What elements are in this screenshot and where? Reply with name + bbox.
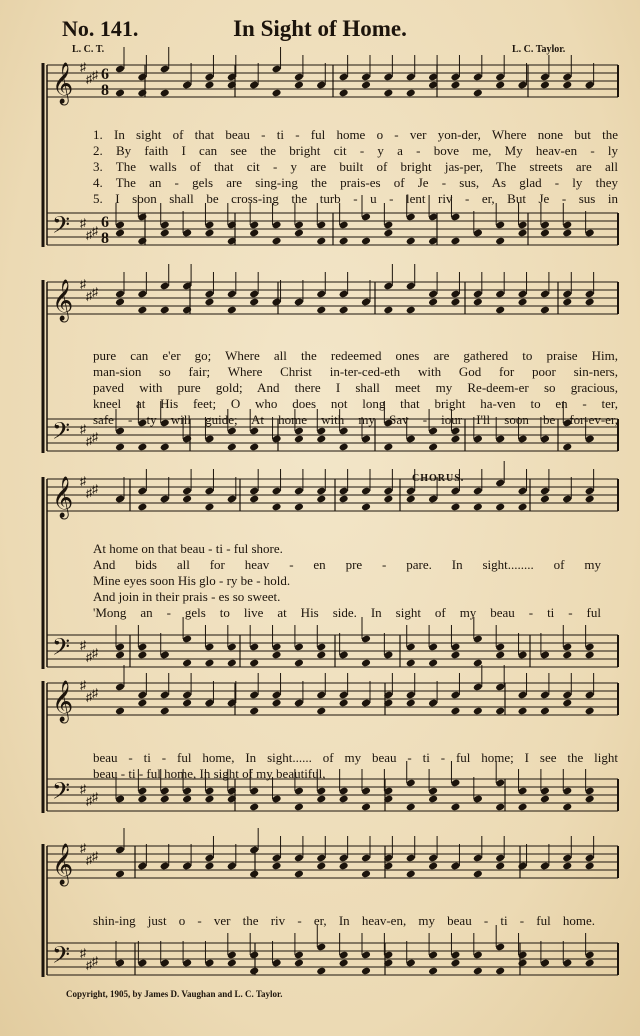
lyric-line: 4. The an - gels are sing-ing the prais-es of Je - sus, As glad - ly they	[93, 175, 618, 190]
sharp-icon: ♯	[80, 474, 86, 488]
notehead	[294, 659, 304, 668]
notehead	[540, 81, 550, 90]
sharp-icon: ♯	[92, 482, 98, 496]
notehead	[562, 651, 572, 660]
notehead	[406, 495, 416, 504]
sharp-icon: ♯	[86, 486, 92, 500]
notehead	[562, 229, 572, 238]
notehead	[361, 967, 371, 976]
notehead	[115, 651, 125, 660]
lyric-line: And join in their prais - es so sweet.	[93, 589, 281, 604]
notehead	[137, 306, 147, 315]
words-credit: L. C. T.	[72, 44, 105, 55]
notehead	[339, 699, 349, 708]
hymn-title: In Sight of Home.	[233, 16, 407, 41]
music-credit: L. C. Taylor.	[512, 44, 566, 55]
notehead	[160, 89, 170, 98]
sharp-icon: ♯	[86, 434, 92, 448]
lyric-line: 3. The walls of that cit - y are built of bright jas-per, The streets are all	[93, 159, 618, 174]
sharp-icon: ♯	[92, 954, 98, 968]
sharp-icon: ♯	[80, 841, 86, 855]
sharp-icon: ♯	[92, 646, 98, 660]
lyric-line: man-sion so fair; Where Christ in-ter-ced-eth with God for poor sin-ners,	[93, 364, 618, 379]
sharp-icon: ♯	[80, 422, 86, 436]
notehead	[562, 699, 572, 708]
notehead	[473, 707, 483, 716]
notehead	[204, 659, 214, 668]
notehead	[316, 306, 326, 315]
notehead	[316, 435, 326, 444]
notehead	[339, 443, 349, 452]
notehead	[450, 707, 460, 716]
notehead	[562, 862, 572, 871]
notehead	[428, 298, 438, 307]
lyric-line: 1. In sight of that beau - ti - ful home o - ver yon-der, Where none but the	[93, 127, 618, 142]
sharp-icon: ♯	[80, 216, 86, 230]
notehead	[585, 707, 595, 716]
lyric-line: 2. By faith I can see the bright cit - y a - bove me, My heav-en - ly	[93, 143, 618, 158]
notehead	[361, 870, 371, 879]
sharp-icon: ♯	[80, 678, 86, 692]
notehead	[339, 89, 349, 98]
notehead	[137, 503, 147, 512]
notehead	[540, 795, 550, 804]
notehead	[249, 443, 259, 452]
notehead	[428, 967, 438, 976]
lyric-line: shin-ing just o - ver the riv - er, In heav-en, my beau - ti - ful home.	[93, 913, 595, 928]
notehead	[249, 870, 259, 879]
notehead	[115, 229, 125, 238]
notehead	[227, 959, 237, 968]
notehead	[294, 229, 304, 238]
notehead	[182, 495, 192, 504]
sharp-icon: ♯	[92, 430, 98, 444]
treble-clef: 𝄞	[52, 681, 74, 722]
notehead	[450, 435, 460, 444]
notehead	[585, 862, 595, 871]
sharp-icon: ♯	[86, 958, 92, 972]
time-signature-digit: 6	[101, 66, 109, 83]
notehead	[249, 803, 259, 812]
sharp-icon: ♯	[80, 277, 86, 291]
notehead	[518, 503, 528, 512]
notehead	[182, 795, 192, 804]
notehead	[540, 229, 550, 238]
notehead	[249, 298, 259, 307]
notehead	[518, 229, 528, 238]
notehead	[495, 967, 505, 976]
notehead	[495, 237, 505, 246]
notehead	[316, 495, 326, 504]
bass-clef: 𝄢	[52, 211, 71, 244]
sharp-icon: ♯	[86, 690, 92, 704]
notehead	[406, 699, 416, 708]
notehead	[204, 862, 214, 871]
notehead	[518, 959, 528, 968]
time-signature-digit: 8	[101, 230, 109, 247]
bass-clef: 𝄢	[52, 633, 71, 666]
notehead	[473, 870, 483, 879]
notehead	[249, 229, 259, 238]
notehead	[182, 699, 192, 708]
notehead	[204, 503, 214, 512]
sharp-icon: ♯	[80, 946, 86, 960]
notehead	[450, 81, 460, 90]
notehead	[450, 503, 460, 512]
time-signature-digit: 6	[101, 214, 109, 231]
notehead	[339, 795, 349, 804]
notehead	[383, 89, 393, 98]
notehead	[495, 707, 505, 716]
notehead	[227, 306, 237, 315]
notehead	[495, 503, 505, 512]
notehead	[585, 959, 595, 968]
notehead	[204, 298, 214, 307]
notehead	[495, 306, 505, 315]
notehead	[316, 237, 326, 246]
notehead	[272, 651, 282, 660]
notehead	[115, 707, 125, 716]
notehead	[316, 862, 326, 871]
notehead	[115, 298, 125, 307]
notehead	[137, 237, 147, 246]
sharp-icon: ♯	[92, 224, 98, 238]
notehead	[540, 306, 550, 315]
sharp-icon: ♯	[92, 790, 98, 804]
time-signature-digit: 8	[101, 82, 109, 99]
notehead	[450, 803, 460, 812]
notehead	[294, 870, 304, 879]
notehead	[272, 503, 282, 512]
notehead	[450, 298, 460, 307]
notehead	[495, 81, 505, 90]
notehead	[339, 959, 349, 968]
notehead	[160, 443, 170, 452]
lyric-line: pure can e'er go; Where all the redeemed ones are gathered to praise Him,	[93, 348, 618, 363]
notehead	[495, 803, 505, 812]
notehead	[294, 803, 304, 812]
sharp-icon: ♯	[86, 794, 92, 808]
notehead	[361, 237, 371, 246]
notehead	[316, 651, 326, 660]
sharp-icon: ♯	[86, 289, 92, 303]
notehead	[316, 707, 326, 716]
notehead	[428, 795, 438, 804]
notehead	[383, 229, 393, 238]
treble-clef: 𝄞	[52, 63, 74, 104]
sharp-icon: ♯	[92, 285, 98, 299]
notehead	[272, 89, 282, 98]
notehead	[585, 795, 595, 804]
sharp-icon: ♯	[80, 60, 86, 74]
notehead	[406, 803, 416, 812]
notehead	[518, 298, 528, 307]
notehead	[473, 967, 483, 976]
notehead	[450, 651, 460, 660]
notehead	[160, 707, 170, 716]
notehead	[115, 89, 125, 98]
hymn-number: No. 141.	[62, 16, 139, 41]
notehead	[585, 651, 595, 660]
notehead	[383, 495, 393, 504]
treble-clef: 𝄞	[52, 844, 74, 885]
notehead	[339, 862, 349, 871]
notehead	[361, 81, 371, 90]
notehead	[428, 862, 438, 871]
notehead	[272, 237, 282, 246]
notehead	[473, 298, 483, 307]
treble-clef: 𝄞	[52, 477, 74, 518]
bass-clef: 𝄢	[52, 777, 71, 810]
notehead	[115, 870, 125, 879]
notehead	[383, 443, 393, 452]
notehead	[361, 659, 371, 668]
notehead	[450, 237, 460, 246]
notehead	[160, 306, 170, 315]
notehead	[160, 795, 170, 804]
notehead	[272, 862, 282, 871]
notehead	[428, 659, 438, 668]
notehead	[562, 298, 572, 307]
notehead	[249, 707, 259, 716]
notehead	[316, 795, 326, 804]
notehead	[585, 298, 595, 307]
notehead	[316, 967, 326, 976]
lyric-line: 5. I soon shall be cross-ing the turb - u - lent riv - er, But Je - sus in	[93, 191, 618, 206]
notehead	[339, 306, 349, 315]
notehead	[406, 237, 416, 246]
notehead	[204, 81, 214, 90]
notehead	[450, 959, 460, 968]
chorus-label: CHORUS.	[412, 473, 465, 484]
notehead	[137, 699, 147, 708]
notehead	[361, 803, 371, 812]
sharp-icon: ♯	[80, 782, 86, 796]
lyric-line: At home on that beau - ti - ful shore.	[93, 541, 283, 556]
notehead	[137, 795, 147, 804]
notehead	[249, 495, 259, 504]
notehead	[540, 495, 550, 504]
notehead	[562, 443, 572, 452]
notehead	[272, 699, 282, 708]
notehead	[294, 959, 304, 968]
notehead	[160, 229, 170, 238]
notehead	[182, 659, 192, 668]
notehead	[249, 659, 259, 668]
notehead	[204, 229, 214, 238]
lyric-line: kneel at His feet; O who does not long that bright ha-ven to en - ter,	[93, 396, 618, 411]
notehead	[294, 435, 304, 444]
sharp-icon: ♯	[92, 686, 98, 700]
lyric-line: beau - ti - ful home, In sight...... of my beau - ti - ful home; I see the light	[93, 750, 618, 765]
sharp-icon: ♯	[86, 72, 92, 86]
notehead	[137, 89, 147, 98]
sharp-icon: ♯	[86, 228, 92, 242]
notehead	[428, 443, 438, 452]
lyric-line: safe - ty will guide; At home with my Sav - iour I'll soon be for-ev-er,	[93, 412, 618, 427]
notehead	[562, 81, 572, 90]
notehead	[249, 967, 259, 976]
notehead	[137, 443, 147, 452]
sharp-icon: ♯	[86, 853, 92, 867]
treble-clef: 𝄞	[52, 280, 74, 321]
notehead	[227, 659, 237, 668]
lyric-line: 'Mong an - gels to live at His side. In sight of my beau - ti - ful	[93, 605, 601, 620]
notehead	[294, 81, 304, 90]
notehead	[495, 862, 505, 871]
notehead	[406, 659, 416, 668]
notehead	[383, 306, 393, 315]
copyright-notice: Copyright, 1905, by James D. Vaughan and L. C. Taylor.	[66, 989, 283, 999]
notehead	[294, 503, 304, 512]
notehead	[562, 803, 572, 812]
lyric-line: beau - ti - ful home, In sight of my beautiful,	[93, 766, 326, 781]
notehead	[137, 651, 147, 660]
notehead	[339, 495, 349, 504]
bass-clef: 𝄢	[52, 417, 71, 450]
notehead	[204, 795, 214, 804]
notehead	[339, 237, 349, 246]
notehead	[518, 707, 528, 716]
notehead	[473, 89, 483, 98]
sharp-icon: ♯	[86, 650, 92, 664]
lyric-line: Mine eyes soon His glo - ry be - hold.	[93, 573, 291, 588]
sharp-icon: ♯	[92, 849, 98, 863]
notehead	[473, 503, 483, 512]
lyric-line: paved with pure gold; And there I shall meet my Re-deem-er so gracious,	[93, 380, 618, 395]
notehead	[406, 870, 416, 879]
notehead	[518, 803, 528, 812]
notehead	[540, 707, 550, 716]
notehead	[115, 443, 125, 452]
notehead	[406, 89, 416, 98]
sharp-icon: ♯	[92, 68, 98, 82]
bass-clef: 𝄢	[52, 941, 71, 974]
lyric-line: And bids all for heav - en pre - pare. In sight........ of my	[93, 557, 601, 572]
sharp-icon: ♯	[80, 638, 86, 652]
notehead	[227, 443, 237, 452]
notehead	[361, 503, 371, 512]
notehead	[585, 495, 595, 504]
notehead	[406, 306, 416, 315]
notehead	[495, 651, 505, 660]
